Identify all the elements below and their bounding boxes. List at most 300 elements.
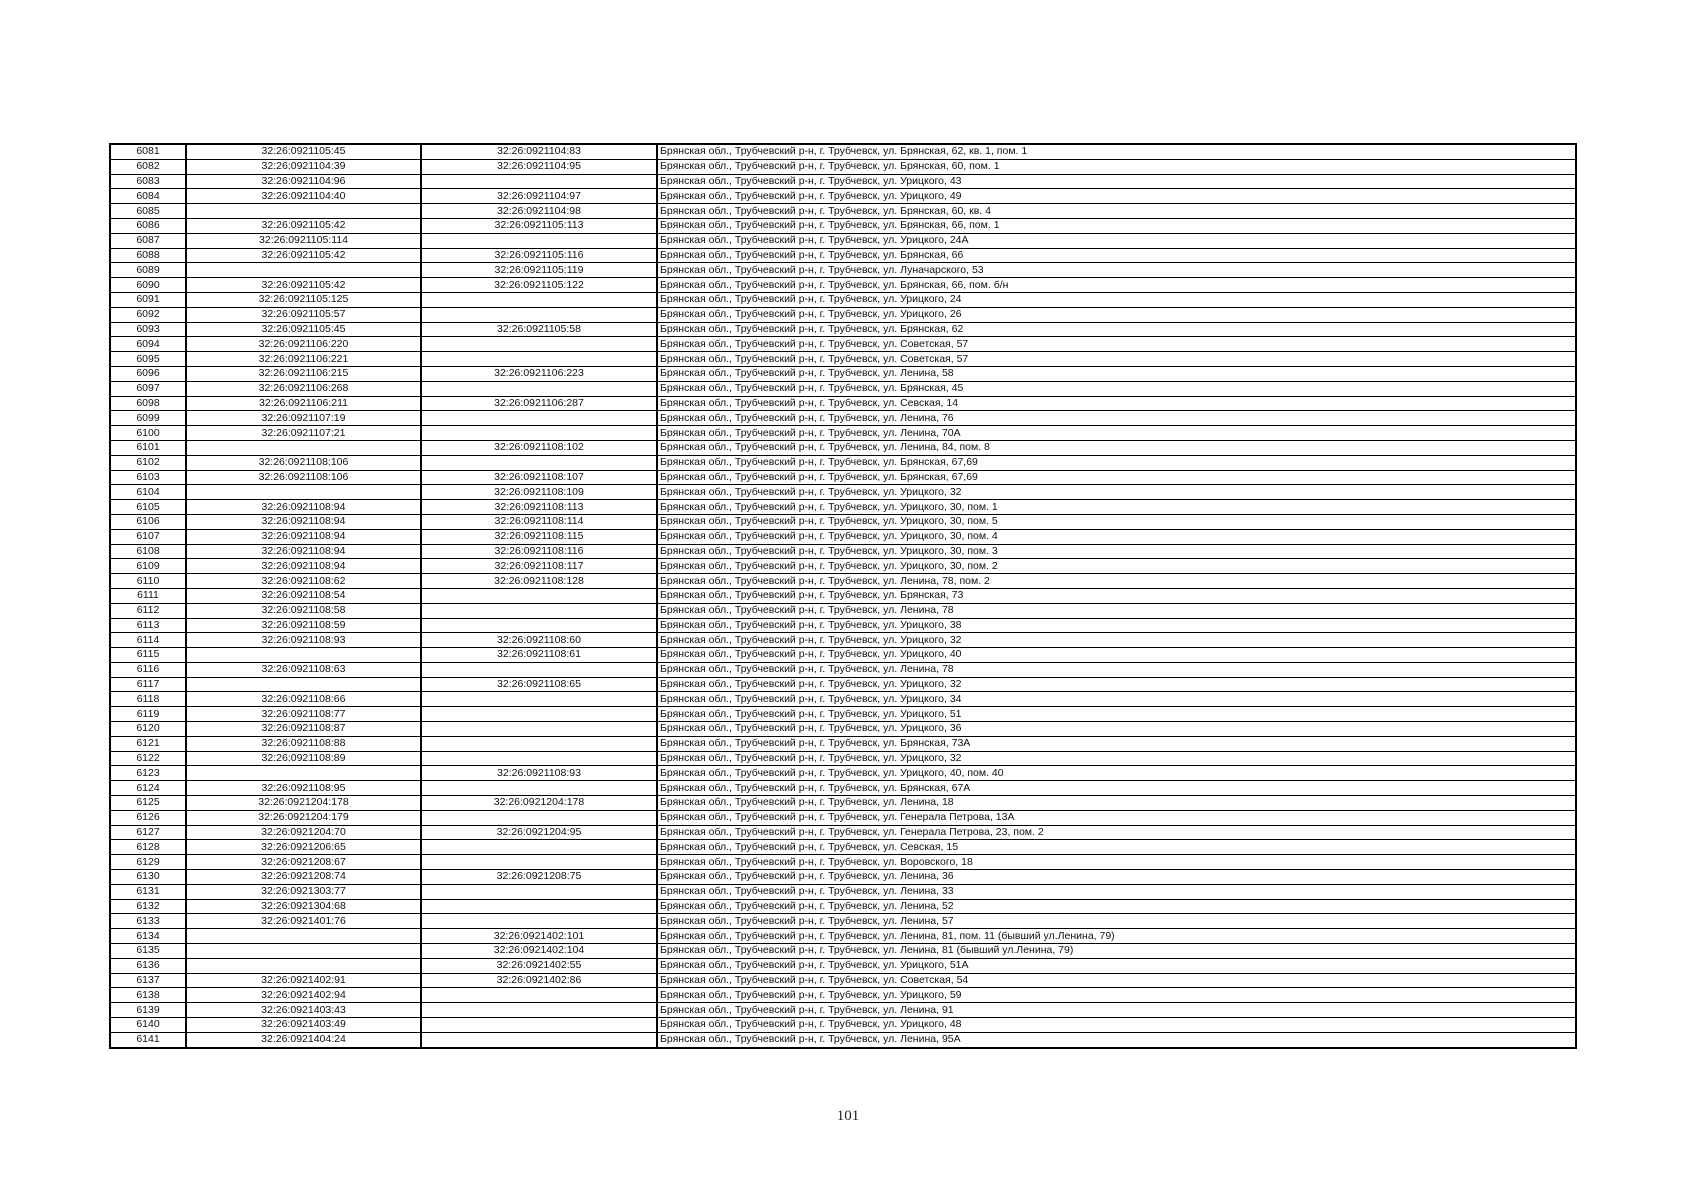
row-number-cell: 6113: [110, 618, 186, 633]
premises-cadastral-number-cell: 32:26:0921108:128: [421, 574, 657, 589]
address-cell: Брянская обл., Трубчевский р-н, г. Трубчевск, ул. Урицкого, 26: [657, 307, 1576, 322]
premises-cadastral-number-cell: 32:26:0921108:117: [421, 559, 657, 574]
row-number-cell: 6138: [110, 988, 186, 1003]
address-cell: Брянская обл., Трубчевский р-н, г. Трубчевск, ул. Брянская, 66: [657, 248, 1576, 263]
building-cadastral-number-cell: 32:26:0921108:94: [186, 559, 421, 574]
premises-cadastral-number-cell: [421, 751, 657, 766]
table-row: [110, 751, 1576, 766]
premises-cadastral-number-cell: [421, 337, 657, 352]
table-row: [110, 366, 1576, 381]
row-number-cell: 6137: [110, 973, 186, 988]
row-number-cell: 6106: [110, 514, 186, 529]
table-row: [110, 500, 1576, 515]
building-cadastral-number-cell: 32:26:0921108:62: [186, 574, 421, 589]
table-row: [110, 692, 1576, 707]
premises-cadastral-number-cell: 32:26:0921104:97: [421, 189, 657, 204]
building-cadastral-number-cell: 32:26:0921108:94: [186, 500, 421, 515]
building-cadastral-number-cell: 32:26:0921105:45: [186, 144, 421, 159]
table-row: [110, 248, 1576, 263]
table-row: [110, 292, 1576, 307]
building-cadastral-number-cell: 32:26:0921105:114: [186, 233, 421, 248]
building-cadastral-number-cell: 32:26:0921105:57: [186, 307, 421, 322]
building-cadastral-number-cell: 32:26:0921106:211: [186, 396, 421, 411]
table-row: [110, 144, 1576, 159]
building-cadastral-number-cell: 32:26:0921108:87: [186, 722, 421, 737]
row-number-cell: 6136: [110, 958, 186, 973]
table-row: [110, 233, 1576, 248]
building-cadastral-number-cell: 32:26:0921304:68: [186, 899, 421, 914]
table-row: [110, 396, 1576, 411]
premises-cadastral-number-cell: 32:26:0921108:115: [421, 529, 657, 544]
row-number-cell: 6089: [110, 263, 186, 278]
building-cadastral-number-cell: 32:26:0921108:58: [186, 603, 421, 618]
building-cadastral-number-cell: 32:26:0921108:54: [186, 588, 421, 603]
row-number-cell: 6105: [110, 500, 186, 515]
table-row: [110, 337, 1576, 352]
address-cell: Брянская обл., Трубчевский р-н, г. Трубчевск, ул. Урицкого, 40, пом. 40: [657, 766, 1576, 781]
row-number-cell: 6124: [110, 781, 186, 796]
row-number-cell: 6092: [110, 307, 186, 322]
row-number-cell: 6108: [110, 544, 186, 559]
building-cadastral-number-cell: 32:26:0921403:49: [186, 1018, 421, 1033]
premises-cadastral-number-cell: [421, 307, 657, 322]
table-row: [110, 677, 1576, 692]
premises-cadastral-number-cell: 32:26:0921402:104: [421, 944, 657, 959]
building-cadastral-number-cell: 32:26:0921403:43: [186, 1003, 421, 1018]
premises-cadastral-number-cell: [421, 899, 657, 914]
table-row: [110, 781, 1576, 796]
table-row: [110, 796, 1576, 811]
building-cadastral-number-cell: 32:26:0921104:39: [186, 159, 421, 174]
address-cell: Брянская обл., Трубчевский р-н, г. Трубчевск, ул. Генерала Петрова, 23, пом. 2: [657, 825, 1576, 840]
premises-cadastral-number-cell: [421, 352, 657, 367]
row-number-cell: 6126: [110, 810, 186, 825]
address-cell: Брянская обл., Трубчевский р-н, г. Трубчевск, ул. Воровского, 18: [657, 855, 1576, 870]
address-cell: Брянская обл., Трубчевский р-н, г. Трубчевск, ул. Брянская, 60, пом. 1: [657, 159, 1576, 174]
row-number-cell: 6114: [110, 633, 186, 648]
row-number-cell: 6141: [110, 1032, 186, 1047]
row-number-cell: 6086: [110, 218, 186, 233]
building-cadastral-number-cell: 32:26:0921108:95: [186, 781, 421, 796]
premises-cadastral-number-cell: 32:26:0921105:119: [421, 263, 657, 278]
address-cell: Брянская обл., Трубчевский р-н, г. Трубчевск, ул. Брянская, 67,69: [657, 455, 1576, 470]
building-cadastral-number-cell: 32:26:0921401:76: [186, 914, 421, 929]
building-cadastral-number-cell: [186, 440, 421, 455]
address-cell: Брянская обл., Трубчевский р-н, г. Трубчевск, ул. Урицкого, 40: [657, 648, 1576, 663]
building-cadastral-number-cell: [186, 485, 421, 500]
row-number-cell: 6139: [110, 1003, 186, 1018]
address-cell: Брянская обл., Трубчевский р-н, г. Трубчевск, ул. Урицкого, 48: [657, 1018, 1576, 1033]
row-number-cell: 6112: [110, 603, 186, 618]
table-row: [110, 411, 1576, 426]
premises-cadastral-number-cell: [421, 588, 657, 603]
row-number-cell: 6122: [110, 751, 186, 766]
building-cadastral-number-cell: 32:26:0921105:45: [186, 322, 421, 337]
registry-table-body: [110, 144, 1576, 1048]
row-number-cell: 6115: [110, 648, 186, 663]
row-number-cell: 6109: [110, 559, 186, 574]
address-cell: Брянская обл., Трубчевский р-н, г. Трубчевск, ул. Урицкого, 38: [657, 618, 1576, 633]
address-cell: Брянская обл., Трубчевский р-н, г. Трубчевск, ул. Урицкого, 24А: [657, 233, 1576, 248]
building-cadastral-number-cell: [186, 263, 421, 278]
building-cadastral-number-cell: 32:26:0921108:89: [186, 751, 421, 766]
table-row: [110, 514, 1576, 529]
table-row: [110, 1018, 1576, 1033]
building-cadastral-number-cell: 32:26:0921108:106: [186, 455, 421, 470]
address-cell: Брянская обл., Трубчевский р-н, г. Трубчевск, ул. Урицкого, 30, пом. 3: [657, 544, 1576, 559]
table-row: [110, 1032, 1576, 1047]
address-cell: Брянская обл., Трубчевский р-н, г. Трубчевск, ул. Брянская, 62, кв. 1, пом. 1: [657, 144, 1576, 159]
table-row: [110, 159, 1576, 174]
building-cadastral-number-cell: 32:26:0921106:268: [186, 381, 421, 396]
premises-cadastral-number-cell: [421, 692, 657, 707]
premises-cadastral-number-cell: [421, 722, 657, 737]
building-cadastral-number-cell: 32:26:0921402:94: [186, 988, 421, 1003]
building-cadastral-number-cell: 32:26:0921108:88: [186, 736, 421, 751]
table-row: [110, 944, 1576, 959]
address-cell: Брянская обл., Трубчевский р-н, г. Трубчевск, ул. Ленина, 78: [657, 603, 1576, 618]
premises-cadastral-number-cell: 32:26:0921108:65: [421, 677, 657, 692]
address-cell: Брянская обл., Трубчевский р-н, г. Трубчевск, ул. Луначарского, 53: [657, 263, 1576, 278]
table-row: [110, 189, 1576, 204]
row-number-cell: 6110: [110, 574, 186, 589]
address-cell: Брянская обл., Трубчевский р-н, г. Трубчевск, ул. Генерала Петрова, 13А: [657, 810, 1576, 825]
building-cadastral-number-cell: 32:26:0921404:24: [186, 1032, 421, 1047]
premises-cadastral-number-cell: 32:26:0921108:93: [421, 766, 657, 781]
row-number-cell: 6140: [110, 1018, 186, 1033]
premises-cadastral-number-cell: 32:26:0921108:116: [421, 544, 657, 559]
table-row: [110, 485, 1576, 500]
address-cell: Брянская обл., Трубчевский р-н, г. Трубчевск, ул. Брянская, 66, пом. 1: [657, 218, 1576, 233]
address-cell: Брянская обл., Трубчевский р-н, г. Трубчевск, ул. Ленина, 91: [657, 1003, 1576, 1018]
premises-cadastral-number-cell: [421, 707, 657, 722]
table-row: [110, 707, 1576, 722]
premises-cadastral-number-cell: 32:26:0921108:107: [421, 470, 657, 485]
building-cadastral-number-cell: 32:26:0921108:94: [186, 529, 421, 544]
address-cell: Брянская обл., Трубчевский р-н, г. Трубчевск, ул. Ленина, 70А: [657, 426, 1576, 441]
premises-cadastral-number-cell: 32:26:0921402:101: [421, 929, 657, 944]
table-row: [110, 455, 1576, 470]
table-row: [110, 307, 1576, 322]
building-cadastral-number-cell: 32:26:0921208:67: [186, 855, 421, 870]
row-number-cell: 6111: [110, 588, 186, 603]
address-cell: Брянская обл., Трубчевский р-н, г. Трубчевск, ул. Севская, 15: [657, 840, 1576, 855]
building-cadastral-number-cell: 32:26:0921107:21: [186, 426, 421, 441]
building-cadastral-number-cell: 32:26:0921208:74: [186, 870, 421, 885]
premises-cadastral-number-cell: 32:26:0921204:178: [421, 796, 657, 811]
premises-cadastral-number-cell: [421, 618, 657, 633]
building-cadastral-number-cell: 32:26:0921108:94: [186, 544, 421, 559]
table-row: [110, 884, 1576, 899]
address-cell: Брянская обл., Трубчевский р-н, г. Трубчевск, ул. Ленина, 33: [657, 884, 1576, 899]
building-cadastral-number-cell: 32:26:0921108:106: [186, 470, 421, 485]
row-number-cell: 6129: [110, 855, 186, 870]
premises-cadastral-number-cell: [421, 233, 657, 248]
premises-cadastral-number-cell: 32:26:0921204:95: [421, 825, 657, 840]
address-cell: Брянская обл., Трубчевский р-н, г. Трубчевск, ул. Урицкого, 30, пом. 2: [657, 559, 1576, 574]
row-number-cell: 6085: [110, 204, 186, 219]
premises-cadastral-number-cell: [421, 736, 657, 751]
address-cell: Брянская обл., Трубчевский р-н, г. Трубчевск, ул. Урицкого, 32: [657, 677, 1576, 692]
row-number-cell: 6101: [110, 440, 186, 455]
table-row: [110, 722, 1576, 737]
table-row: [110, 988, 1576, 1003]
address-cell: Брянская обл., Трубчевский р-н, г. Трубчевск, ул. Урицкого, 32: [657, 751, 1576, 766]
premises-cadastral-number-cell: 32:26:0921104:95: [421, 159, 657, 174]
registry-table: [109, 143, 1577, 1049]
building-cadastral-number-cell: 32:26:0921108:93: [186, 633, 421, 648]
premises-cadastral-number-cell: 32:26:0921104:98: [421, 204, 657, 219]
premises-cadastral-number-cell: [421, 381, 657, 396]
row-number-cell: 6130: [110, 870, 186, 885]
address-cell: Брянская обл., Трубчевский р-н, г. Трубчевск, ул. Брянская, 73А: [657, 736, 1576, 751]
row-number-cell: 6090: [110, 278, 186, 293]
table-row: [110, 588, 1576, 603]
building-cadastral-number-cell: 32:26:0921105:42: [186, 248, 421, 263]
row-number-cell: 6088: [110, 248, 186, 263]
table-row: [110, 766, 1576, 781]
address-cell: Брянская обл., Трубчевский р-н, г. Трубчевск, ул. Брянская, 67,69: [657, 470, 1576, 485]
premises-cadastral-number-cell: [421, 292, 657, 307]
row-number-cell: 6135: [110, 944, 186, 959]
address-cell: Брянская обл., Трубчевский р-н, г. Трубчевск, ул. Урицкого, 24: [657, 292, 1576, 307]
row-number-cell: 6123: [110, 766, 186, 781]
row-number-cell: 6081: [110, 144, 186, 159]
premises-cadastral-number-cell: 32:26:0921108:61: [421, 648, 657, 663]
table-row: [110, 825, 1576, 840]
address-cell: Брянская обл., Трубчевский р-н, г. Трубчевск, ул. Урицкого, 32: [657, 485, 1576, 500]
building-cadastral-number-cell: 32:26:0921402:91: [186, 973, 421, 988]
address-cell: Брянская обл., Трубчевский р-н, г. Трубчевск, ул. Ленина, 78: [657, 662, 1576, 677]
address-cell: Брянская обл., Трубчевский р-н, г. Трубчевск, ул. Брянская, 62: [657, 322, 1576, 337]
table-row: [110, 870, 1576, 885]
building-cadastral-number-cell: [186, 648, 421, 663]
row-number-cell: 6099: [110, 411, 186, 426]
table-row: [110, 218, 1576, 233]
table-row: [110, 174, 1576, 189]
premises-cadastral-number-cell: [421, 455, 657, 470]
building-cadastral-number-cell: 32:26:0921104:96: [186, 174, 421, 189]
row-number-cell: 6121: [110, 736, 186, 751]
row-number-cell: 6096: [110, 366, 186, 381]
address-cell: Брянская обл., Трубчевский р-н, г. Трубчевск, ул. Брянская, 73: [657, 588, 1576, 603]
row-number-cell: 6125: [110, 796, 186, 811]
address-cell: Брянская обл., Трубчевский р-н, г. Трубчевск, ул. Урицкого, 30, пом. 4: [657, 529, 1576, 544]
address-cell: Брянская обл., Трубчевский р-н, г. Трубчевск, ул. Брянская, 67А: [657, 781, 1576, 796]
table-row: [110, 929, 1576, 944]
address-cell: Брянская обл., Трубчевский р-н, г. Трубчевск, ул. Ленина, 18: [657, 796, 1576, 811]
address-cell: Брянская обл., Трубчевский р-н, г. Трубчевск, ул. Советская, 57: [657, 337, 1576, 352]
row-number-cell: 6098: [110, 396, 186, 411]
premises-cadastral-number-cell: 32:26:0921402:55: [421, 958, 657, 973]
row-number-cell: 6102: [110, 455, 186, 470]
premises-cadastral-number-cell: 32:26:0921108:109: [421, 485, 657, 500]
address-cell: Брянская обл., Трубчевский р-н, г. Трубчевск, ул. Урицкого, 30, пом. 5: [657, 514, 1576, 529]
row-number-cell: 6120: [110, 722, 186, 737]
building-cadastral-number-cell: [186, 766, 421, 781]
row-number-cell: 6103: [110, 470, 186, 485]
premises-cadastral-number-cell: [421, 603, 657, 618]
building-cadastral-number-cell: 32:26:0921108:59: [186, 618, 421, 633]
premises-cadastral-number-cell: 32:26:0921105:116: [421, 248, 657, 263]
row-number-cell: 6117: [110, 677, 186, 692]
building-cadastral-number-cell: 32:26:0921108:63: [186, 662, 421, 677]
row-number-cell: 6127: [110, 825, 186, 840]
row-number-cell: 6116: [110, 662, 186, 677]
premises-cadastral-number-cell: 32:26:0921108:60: [421, 633, 657, 648]
table-row: [110, 263, 1576, 278]
table-row: [110, 810, 1576, 825]
row-number-cell: 6097: [110, 381, 186, 396]
address-cell: Брянская обл., Трубчевский р-н, г. Трубчевск, ул. Урицкого, 30, пом. 1: [657, 500, 1576, 515]
premises-cadastral-number-cell: [421, 1003, 657, 1018]
address-cell: Брянская обл., Трубчевский р-н, г. Трубчевск, ул. Брянская, 45: [657, 381, 1576, 396]
building-cadastral-number-cell: 32:26:0921303:77: [186, 884, 421, 899]
table-row: [110, 648, 1576, 663]
row-number-cell: 6134: [110, 929, 186, 944]
table-row: [110, 855, 1576, 870]
table-row: [110, 352, 1576, 367]
premises-cadastral-number-cell: 32:26:0921105:122: [421, 278, 657, 293]
premises-cadastral-number-cell: 32:26:0921208:75: [421, 870, 657, 885]
premises-cadastral-number-cell: [421, 662, 657, 677]
table-row: [110, 1003, 1576, 1018]
table-row: [110, 278, 1576, 293]
premises-cadastral-number-cell: 32:26:0921108:114: [421, 514, 657, 529]
table-row: [110, 544, 1576, 559]
building-cadastral-number-cell: [186, 929, 421, 944]
building-cadastral-number-cell: 32:26:0921108:66: [186, 692, 421, 707]
premises-cadastral-number-cell: [421, 810, 657, 825]
row-number-cell: 6128: [110, 840, 186, 855]
premises-cadastral-number-cell: 32:26:0921402:86: [421, 973, 657, 988]
row-number-cell: 6100: [110, 426, 186, 441]
building-cadastral-number-cell: 32:26:0921107:19: [186, 411, 421, 426]
building-cadastral-number-cell: 32:26:0921105:125: [186, 292, 421, 307]
building-cadastral-number-cell: 32:26:0921105:42: [186, 218, 421, 233]
table-row: [110, 840, 1576, 855]
building-cadastral-number-cell: 32:26:0921106:220: [186, 337, 421, 352]
table-row: [110, 529, 1576, 544]
address-cell: Брянская обл., Трубчевский р-н, г. Трубчевск, ул. Советская, 54: [657, 973, 1576, 988]
building-cadastral-number-cell: 32:26:0921106:221: [186, 352, 421, 367]
premises-cadastral-number-cell: 32:26:0921105:58: [421, 322, 657, 337]
premises-cadastral-number-cell: 32:26:0921104:83: [421, 144, 657, 159]
address-cell: Брянская обл., Трубчевский р-н, г. Трубчевск, ул. Урицкого, 32: [657, 633, 1576, 648]
row-number-cell: 6132: [110, 899, 186, 914]
table-row: [110, 914, 1576, 929]
table-row: [110, 470, 1576, 485]
address-cell: Брянская обл., Трубчевский р-н, г. Трубчевск, ул. Ленина, 76: [657, 411, 1576, 426]
building-cadastral-number-cell: 32:26:0921108:77: [186, 707, 421, 722]
building-cadastral-number-cell: [186, 677, 421, 692]
building-cadastral-number-cell: 32:26:0921204:178: [186, 796, 421, 811]
table-row: [110, 322, 1576, 337]
address-cell: Брянская обл., Трубчевский р-н, г. Трубчевск, ул. Урицкого, 34: [657, 692, 1576, 707]
address-cell: Брянская обл., Трубчевский р-н, г. Трубчевск, ул. Ленина, 84, пом. 8: [657, 440, 1576, 455]
address-cell: Брянская обл., Трубчевский р-н, г. Трубчевск, ул. Урицкого, 59: [657, 988, 1576, 1003]
address-cell: Брянская обл., Трубчевский р-н, г. Трубчевск, ул. Ленина, 78, пом. 2: [657, 574, 1576, 589]
row-number-cell: 6091: [110, 292, 186, 307]
premises-cadastral-number-cell: [421, 426, 657, 441]
row-number-cell: 6084: [110, 189, 186, 204]
address-cell: Брянская обл., Трубчевский р-н, г. Трубчевск, ул. Ленина, 58: [657, 366, 1576, 381]
premises-cadastral-number-cell: 32:26:0921108:102: [421, 440, 657, 455]
address-cell: Брянская обл., Трубчевский р-н, г. Трубчевск, ул. Брянская, 66, пом. б/н: [657, 278, 1576, 293]
address-cell: Брянская обл., Трубчевский р-н, г. Трубчевск, ул. Советская, 57: [657, 352, 1576, 367]
row-number-cell: 6104: [110, 485, 186, 500]
table-row: [110, 204, 1576, 219]
address-cell: Брянская обл., Трубчевский р-н, г. Трубчевск, ул. Севская, 14: [657, 396, 1576, 411]
building-cadastral-number-cell: 32:26:0921204:70: [186, 825, 421, 840]
address-cell: Брянская обл., Трубчевский р-н, г. Трубчевск, ул. Ленина, 52: [657, 899, 1576, 914]
premises-cadastral-number-cell: [421, 840, 657, 855]
address-cell: Брянская обл., Трубчевский р-н, г. Трубчевск, ул. Урицкого, 36: [657, 722, 1576, 737]
premises-cadastral-number-cell: [421, 914, 657, 929]
address-cell: Брянская обл., Трубчевский р-н, г. Трубчевск, ул. Ленина, 81 (бывший ул.Ленина, 79): [657, 944, 1576, 959]
row-number-cell: 6094: [110, 337, 186, 352]
premises-cadastral-number-cell: 32:26:0921105:113: [421, 218, 657, 233]
address-cell: Брянская обл., Трубчевский р-н, г. Трубчевск, ул. Брянская, 60, кв. 4: [657, 204, 1576, 219]
building-cadastral-number-cell: [186, 958, 421, 973]
building-cadastral-number-cell: 32:26:0921108:94: [186, 514, 421, 529]
table-row: [110, 633, 1576, 648]
row-number-cell: 6083: [110, 174, 186, 189]
table-row: [110, 603, 1576, 618]
row-number-cell: 6093: [110, 322, 186, 337]
building-cadastral-number-cell: 32:26:0921105:42: [186, 278, 421, 293]
address-cell: Брянская обл., Трубчевский р-н, г. Трубчевск, ул. Урицкого, 49: [657, 189, 1576, 204]
premises-cadastral-number-cell: [421, 988, 657, 1003]
table-row: [110, 899, 1576, 914]
table-row: [110, 426, 1576, 441]
table-row: [110, 381, 1576, 396]
table-row: [110, 736, 1576, 751]
row-number-cell: 6095: [110, 352, 186, 367]
building-cadastral-number-cell: 32:26:0921106:215: [186, 366, 421, 381]
premises-cadastral-number-cell: [421, 174, 657, 189]
premises-cadastral-number-cell: [421, 1018, 657, 1033]
table-row: [110, 662, 1576, 677]
row-number-cell: 6087: [110, 233, 186, 248]
registry-table-container: [109, 143, 1575, 1049]
row-number-cell: 6118: [110, 692, 186, 707]
row-number-cell: 6119: [110, 707, 186, 722]
building-cadastral-number-cell: 32:26:0921204:179: [186, 810, 421, 825]
address-cell: Брянская обл., Трубчевский р-н, г. Трубчевск, ул. Ленина, 95А: [657, 1032, 1576, 1047]
building-cadastral-number-cell: 32:26:0921104:40: [186, 189, 421, 204]
premises-cadastral-number-cell: 32:26:0921108:113: [421, 500, 657, 515]
premises-cadastral-number-cell: [421, 781, 657, 796]
table-row: [110, 559, 1576, 574]
address-cell: Брянская обл., Трубчевский р-н, г. Трубчевск, ул. Урицкого, 43: [657, 174, 1576, 189]
table-row: [110, 618, 1576, 633]
row-number-cell: 6107: [110, 529, 186, 544]
building-cadastral-number-cell: [186, 944, 421, 959]
page-number: 101: [836, 1108, 860, 1124]
address-cell: Брянская обл., Трубчевский р-н, г. Трубчевск, ул. Ленина, 57: [657, 914, 1576, 929]
building-cadastral-number-cell: [186, 204, 421, 219]
building-cadastral-number-cell: 32:26:0921206:65: [186, 840, 421, 855]
address-cell: Брянская обл., Трубчевский р-н, г. Трубчевск, ул. Ленина, 36: [657, 870, 1576, 885]
table-row: [110, 574, 1576, 589]
premises-cadastral-number-cell: [421, 855, 657, 870]
premises-cadastral-number-cell: 32:26:0921106:223: [421, 366, 657, 381]
row-number-cell: 6082: [110, 159, 186, 174]
premises-cadastral-number-cell: [421, 1032, 657, 1047]
row-number-cell: 6133: [110, 914, 186, 929]
table-row: [110, 973, 1576, 988]
